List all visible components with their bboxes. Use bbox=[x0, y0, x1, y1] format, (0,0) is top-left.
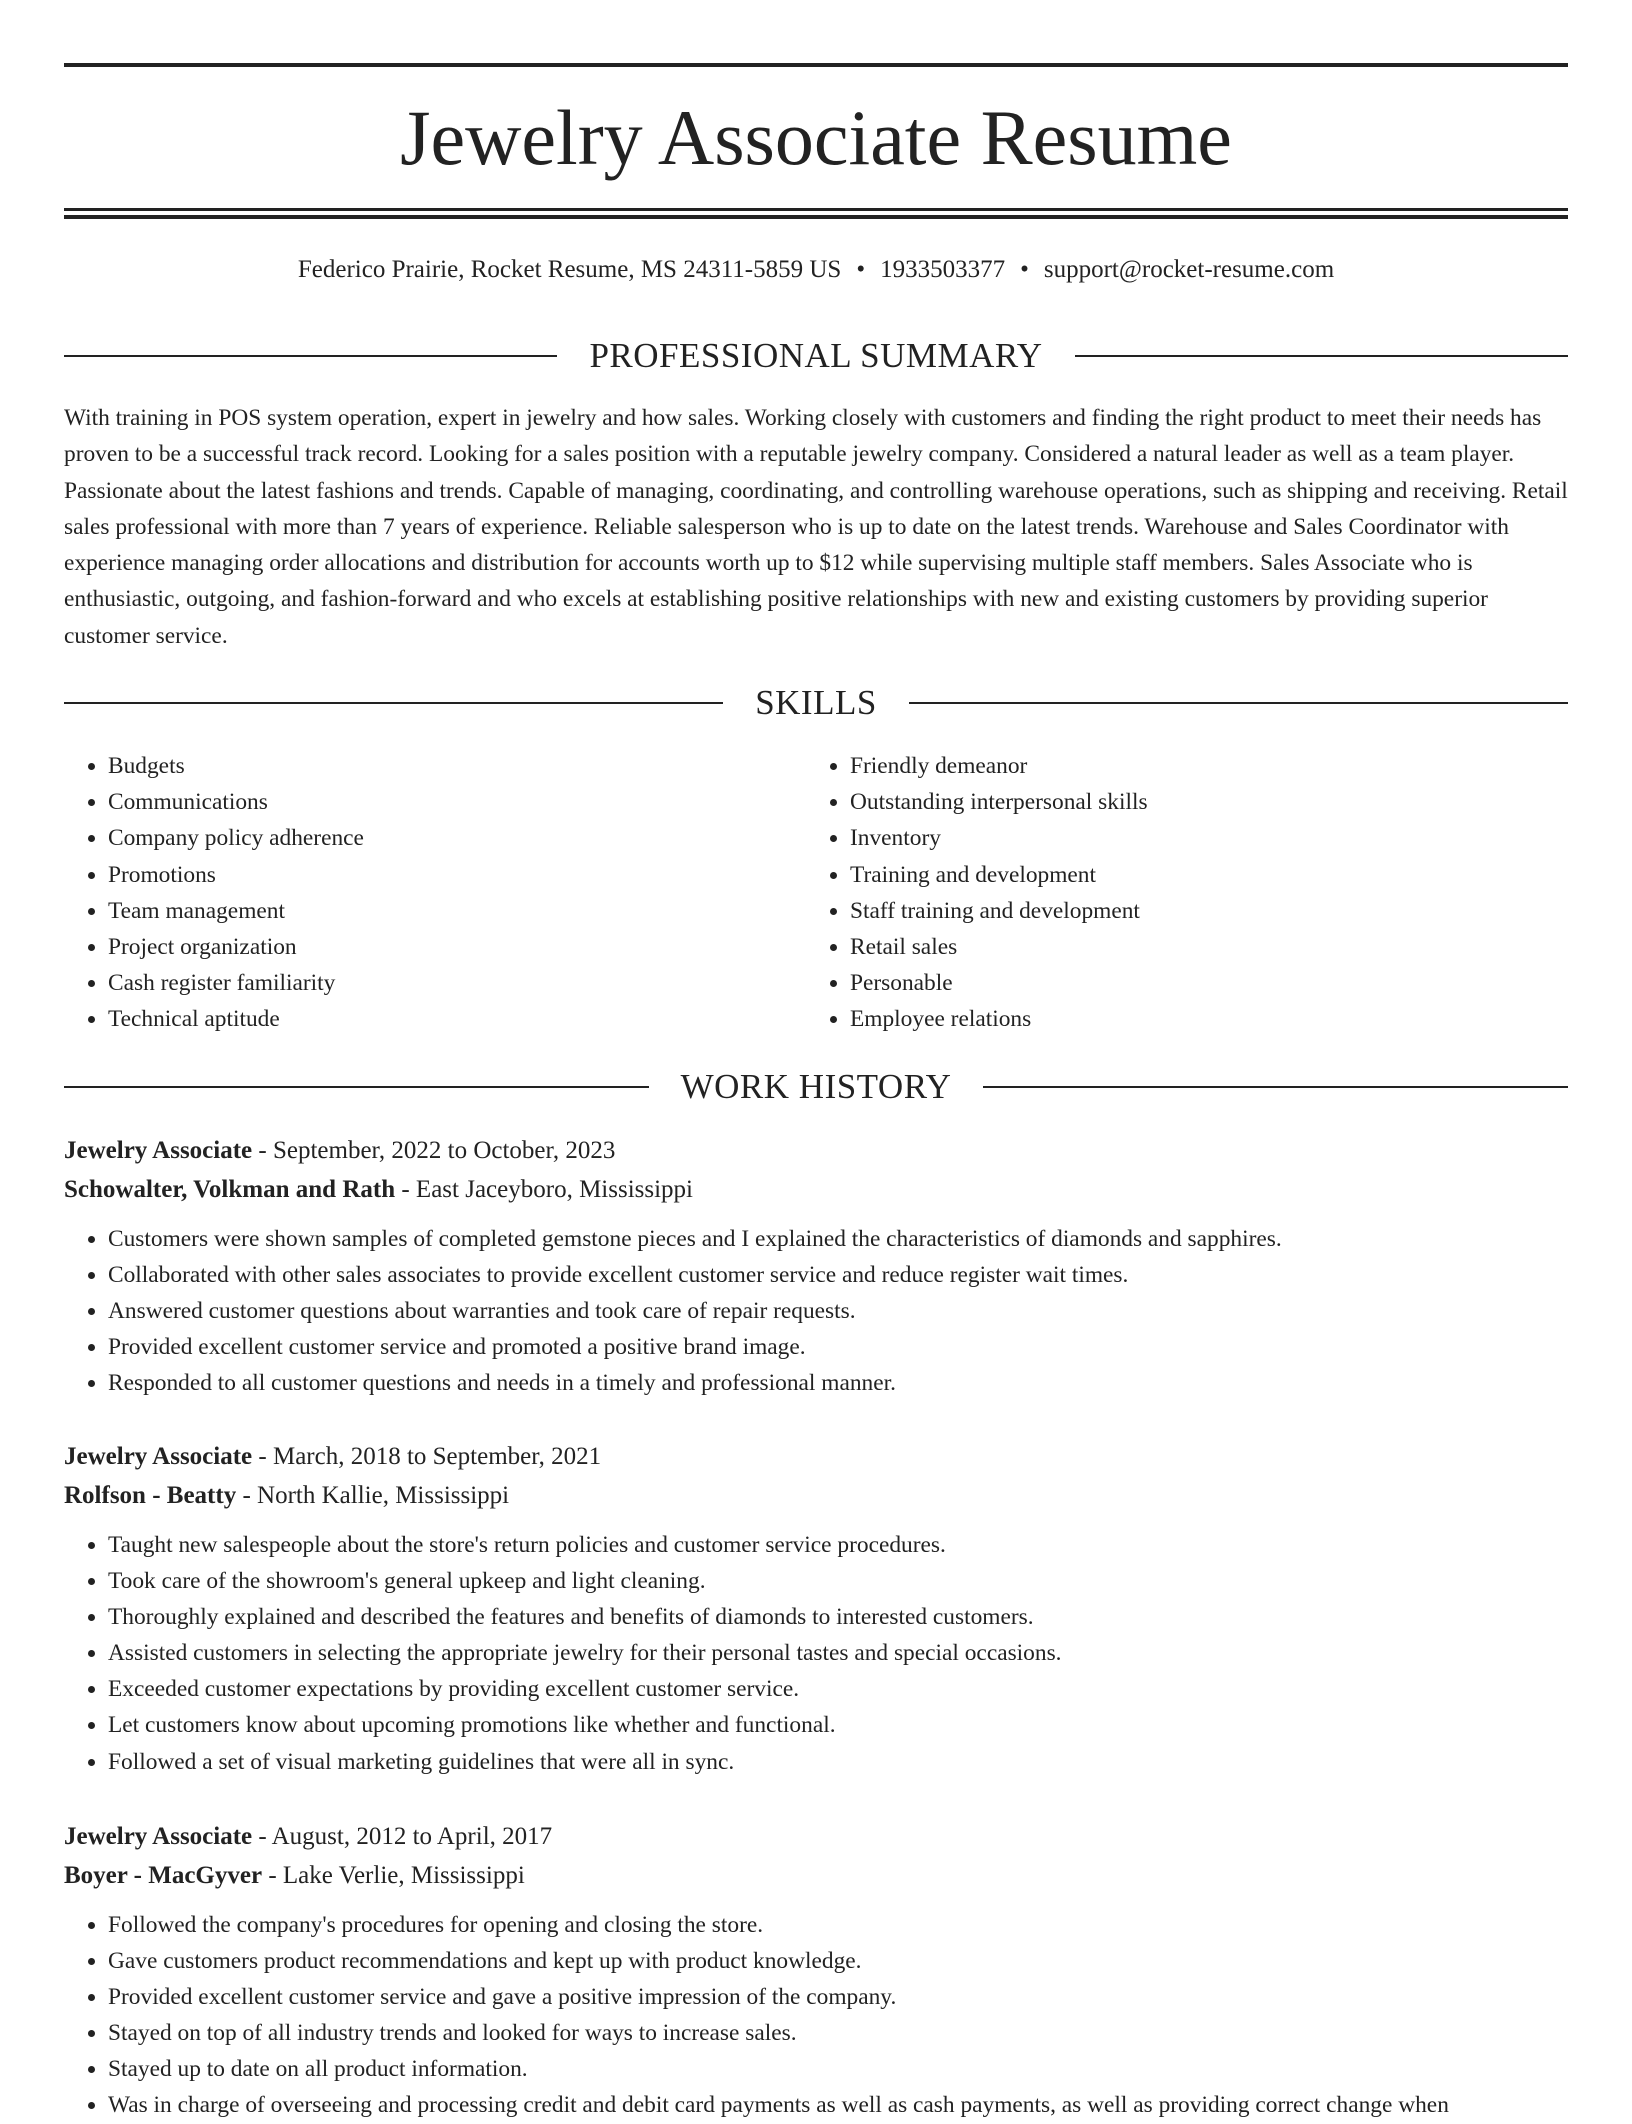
job-duty-item: • Assisted customers in selecting the appropriate jewelry for their personal tastes and special occasions. bbox=[108, 1635, 1568, 1671]
job-company-line bbox=[64, 1856, 1568, 1895]
job-title: Jewelry Associate bbox=[64, 1137, 253, 1164]
skill-item: • Company policy adherence bbox=[108, 820, 806, 856]
skill-item: • Communications bbox=[108, 784, 806, 820]
contact-line bbox=[64, 254, 1568, 286]
job-company-line bbox=[64, 1476, 1568, 1515]
section-divider-left bbox=[64, 1086, 649, 1088]
job-dates: - August, 2012 to April, 2017 bbox=[252, 1823, 553, 1850]
job-duty-item: • Exceeded customer expectations by providing excellent customer service. bbox=[108, 1671, 1568, 1707]
contact-phone: 1933503377 bbox=[880, 256, 1006, 283]
skills-column-right bbox=[806, 748, 1548, 1038]
section-divider-right bbox=[1075, 355, 1568, 357]
job-duty-item: • Stayed up to date on all product information. bbox=[108, 2051, 1568, 2087]
skill-item: • Technical aptitude bbox=[108, 1001, 806, 1037]
contact-separator: • bbox=[856, 256, 866, 283]
skill-item: • Cash register familiarity bbox=[108, 965, 806, 1001]
section-heading-summary bbox=[64, 334, 1568, 378]
job-duties-list bbox=[64, 1515, 1568, 1780]
skills-list bbox=[64, 748, 1568, 1038]
skill-item: • Training and development bbox=[850, 857, 1548, 893]
job-title: Jewelry Associate bbox=[64, 1443, 253, 1470]
section-divider-right bbox=[909, 702, 1568, 704]
job-company: Schowalter, Volkman and Rath bbox=[64, 1176, 396, 1203]
contact-email: support@rocket-resume.com bbox=[1043, 256, 1335, 283]
job-title-line bbox=[64, 1817, 1568, 1856]
job-company-line bbox=[64, 1170, 1568, 1209]
job-duty-item: • Taught new salespeople about the store's return policies and customer service procedures. bbox=[108, 1527, 1568, 1563]
skill-item: • Project organization bbox=[108, 929, 806, 965]
job-duty-item: • Responded to all customer questions and needs in a timely and professional manner. bbox=[108, 1365, 1568, 1401]
skill-item: • Outstanding interpersonal skills bbox=[850, 784, 1548, 820]
skill-item: • Team management bbox=[108, 893, 806, 929]
section-heading-work-history bbox=[64, 1065, 1568, 1109]
job-duty-item: • Provided excellent customer service and promoted a positive brand image. bbox=[108, 1329, 1568, 1365]
header-double-rule-lower bbox=[64, 215, 1568, 219]
skill-item: • Employee relations bbox=[850, 1001, 1548, 1037]
job-company: Boyer - MacGyver bbox=[64, 1862, 263, 1889]
job-duty-item: • Gave customers product recommendations and kept up with product knowledge. bbox=[108, 1943, 1568, 1979]
professional-summary-text: With training in POS system operation, expert in jewelry and how sales. Working closely with customers and finding the right product to meet their needs has proven to be a successful track record. Looking for a sales position with a reputable jewelry company. Considered a natural leader as well as a team player. Passionate about the latest fashions and trends. Capable of managing, coordinating, and controlling warehouse operations, such as shipping and receiving. Retail sales professional with more than 7 years of experience. Reliable salesperson who is up to date on the latest trends. Warehouse and Sales Coordinator with experience managing order allocations and distribution for accounts worth up to $12 while supervising multiple staff members. Sales Associate who is enthusiastic, outgoing, and fashion-forward and who excels at establishing positive relationships with new and existing customers by providing superior customer service. bbox=[64, 405, 1568, 649]
job-duty-item: • Customers were shown samples of completed gemstone pieces and I explained the characteristics of diamonds and sapphires. bbox=[108, 1221, 1568, 1257]
header-top-rule bbox=[64, 63, 1568, 67]
contact-separator: • bbox=[1020, 256, 1029, 283]
job-entry bbox=[64, 1131, 1568, 1401]
job-duty-item: • Took care of the showroom's general upkeep and light cleaning. bbox=[108, 1563, 1568, 1599]
contact-address: Federico Prairie, Rocket Resume, MS 24311-5859 US bbox=[297, 256, 842, 283]
job-duty-item: • Stayed on top of all industry trends and looked for ways to increase sales. bbox=[108, 2015, 1568, 2051]
job-location: - North Kallie, Mississippi bbox=[236, 1482, 510, 1509]
job-duty-item: • Followed the company's procedures for opening and closing the store. bbox=[108, 1907, 1568, 1943]
skill-item: • Personable bbox=[850, 965, 1548, 1001]
skill-item: • Budgets bbox=[108, 748, 806, 784]
job-duty-item: • Collaborated with other sales associates to provide excellent customer service and reduce register wait times. bbox=[108, 1257, 1568, 1293]
job-entry bbox=[64, 1437, 1568, 1780]
job-duty-item: • Was in charge of overseeing and processing credit and debit card payments as well as cash payments, as well as providing correct change when bbox=[108, 2087, 1568, 2123]
job-title-line bbox=[64, 1131, 1568, 1170]
job-location: - East Jaceyboro, Mississippi bbox=[395, 1176, 693, 1203]
job-dates: - March, 2018 to September, 2021 bbox=[252, 1443, 602, 1470]
skill-item: • Friendly demeanor bbox=[850, 748, 1548, 784]
job-duty-item: • Let customers know about upcoming promotions like whether and functional. bbox=[108, 1707, 1568, 1743]
section-title: PROFESSIONAL SUMMARY bbox=[589, 336, 1043, 375]
section-divider-left bbox=[64, 355, 557, 357]
skills-column-left bbox=[64, 748, 806, 1038]
job-dates: - September, 2022 to October, 2023 bbox=[252, 1137, 616, 1164]
job-duties-list bbox=[64, 1895, 1568, 2124]
job-duty-item: • Thoroughly explained and described the features and benefits of diamonds to interested customers. bbox=[108, 1599, 1568, 1635]
job-title-line bbox=[64, 1437, 1568, 1476]
skill-item: • Staff training and development bbox=[850, 893, 1548, 929]
job-entry bbox=[64, 1817, 1568, 2124]
skill-item: • Inventory bbox=[850, 820, 1548, 856]
resume-title: Jewelry Associate Resume bbox=[400, 94, 1232, 181]
section-heading-skills bbox=[64, 681, 1568, 725]
section-title: SKILLS bbox=[755, 683, 877, 722]
job-company: Rolfson - Beatty bbox=[64, 1482, 237, 1509]
header-double-rule-upper bbox=[64, 208, 1568, 211]
skill-item: • Retail sales bbox=[850, 929, 1548, 965]
job-duties-list bbox=[64, 1209, 1568, 1401]
job-duty-item: • Answered customer questions about warranties and took care of repair requests. bbox=[108, 1293, 1568, 1329]
job-location: - Lake Verlie, Mississippi bbox=[262, 1862, 525, 1889]
section-divider-left bbox=[64, 702, 723, 704]
skill-item: • Promotions bbox=[108, 857, 806, 893]
job-duty-item: • Provided excellent customer service and gave a positive impression of the company. bbox=[108, 1979, 1568, 2015]
job-duty-item: • Followed a set of visual marketing guidelines that were all in sync. bbox=[108, 1744, 1568, 1780]
section-divider-right bbox=[983, 1086, 1568, 1088]
job-title: Jewelry Associate bbox=[64, 1823, 253, 1850]
section-title: WORK HISTORY bbox=[680, 1067, 952, 1106]
